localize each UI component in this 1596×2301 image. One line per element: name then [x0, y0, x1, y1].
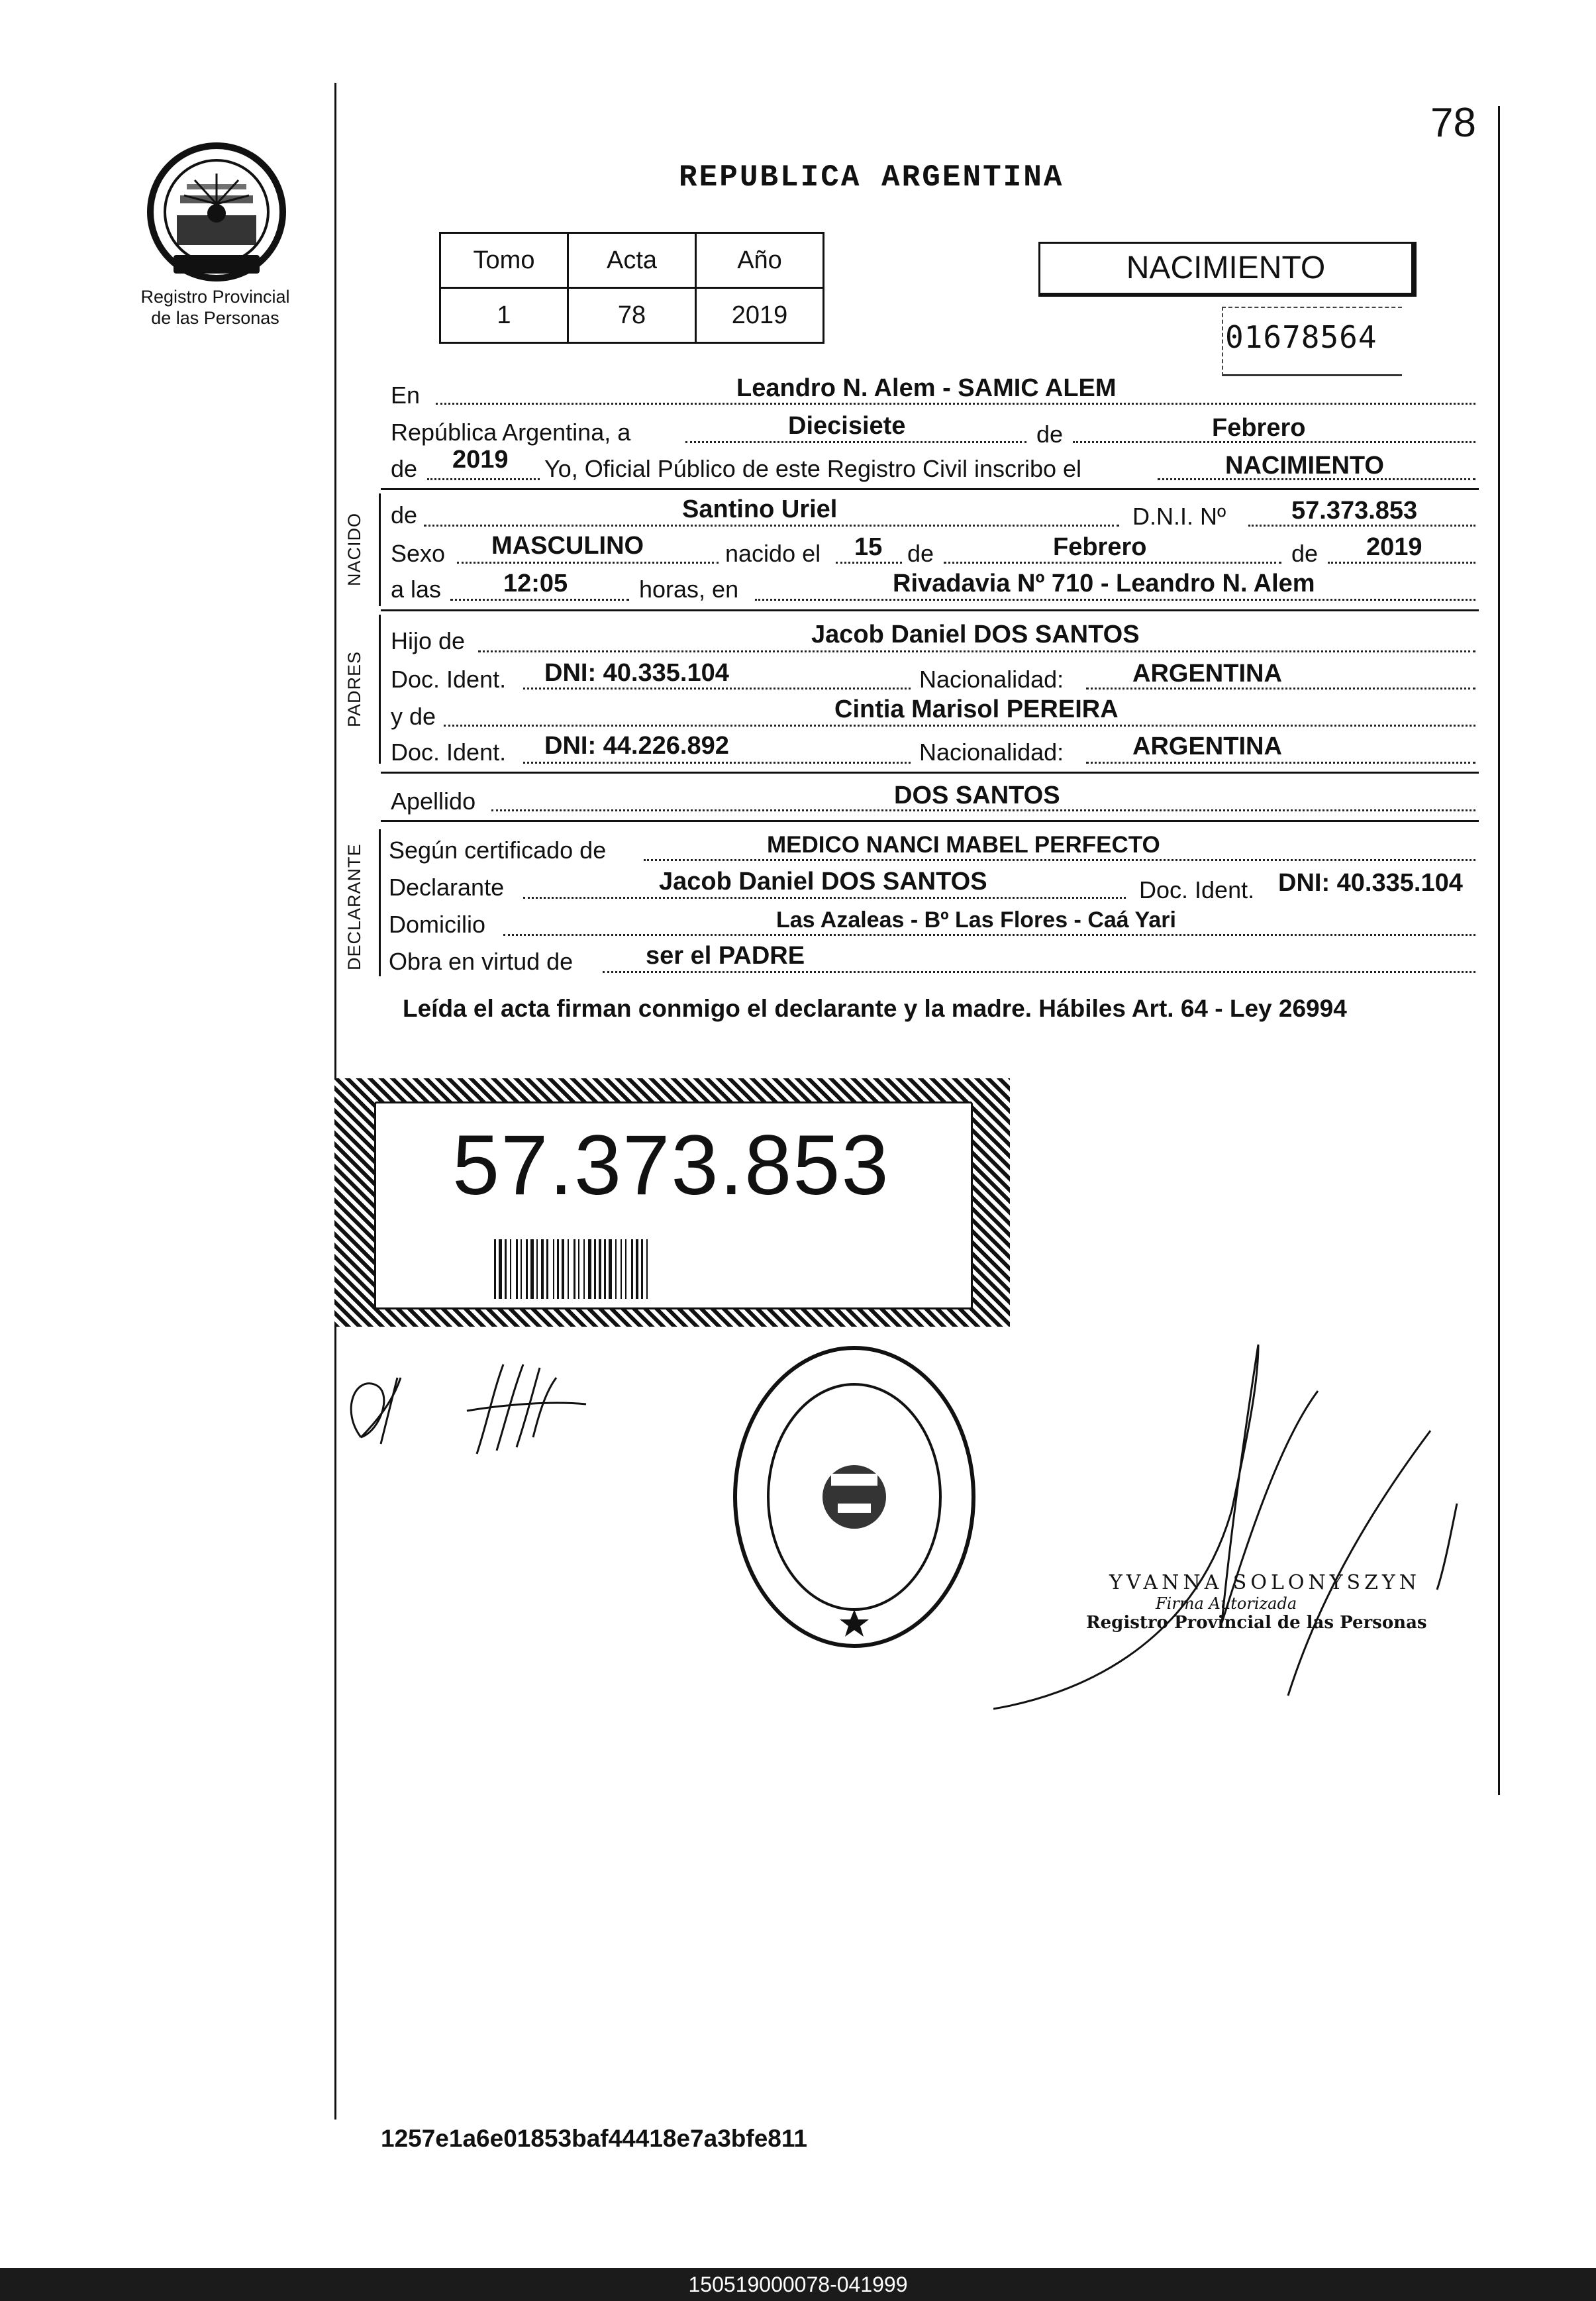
barcode-bar [574, 1239, 575, 1299]
label-certificado: Según certificado de [389, 837, 607, 864]
mother-doc-value: DNI: 44.226.892 [544, 732, 729, 760]
dotted-line [944, 562, 1281, 564]
official-name: YVANNA SOLONYSZYN [1109, 1571, 1421, 1594]
barcode-bar [536, 1239, 538, 1299]
barcode-bar [636, 1239, 638, 1299]
label-mother-doc: Doc. Ident. [391, 739, 507, 766]
official-signature [993, 1338, 1497, 1735]
value-ano: 2019 [696, 288, 824, 343]
label-nacido-el: nacido el [725, 540, 821, 567]
dotted-line [478, 650, 1475, 652]
dotted-line [503, 934, 1475, 936]
label-hijo-de: Hijo de [391, 627, 466, 654]
section-label-nacido: NACIDO [344, 512, 364, 586]
barcode-bar [494, 1239, 496, 1299]
registry-caption-line1: Registro Provincial [140, 287, 290, 307]
value-tomo: 1 [440, 288, 568, 343]
barcode-bar [609, 1239, 612, 1299]
child-dni-value: 57.373.853 [1291, 497, 1418, 525]
label-father-nationality: Nacionalidad: [919, 666, 1064, 693]
barcode-bar [604, 1239, 606, 1299]
dotted-line [603, 971, 1475, 973]
barcode-bar [631, 1239, 633, 1299]
barcode-bar [568, 1239, 569, 1299]
obra-value: ser el PADRE [646, 942, 805, 970]
mother-nationality-value: ARGENTINA [1132, 733, 1282, 760]
dotted-line [836, 562, 902, 564]
birth-year-value: 2019 [1366, 533, 1422, 561]
child-name-value: Santino Uriel [682, 495, 838, 523]
barcode-bar [641, 1239, 643, 1299]
id-label [334, 1078, 1010, 1327]
event-value: NACIMIENTO [1225, 452, 1384, 480]
barcode-bar [521, 1239, 522, 1299]
dotted-line [444, 725, 1475, 727]
padres-section-bar [379, 615, 381, 764]
day-words-value: Diecisiete [788, 412, 906, 440]
label-declarante-doc: Doc. Ident. [1139, 876, 1255, 903]
barcode-bar [588, 1239, 591, 1299]
label-declarante: Declarante [389, 874, 505, 901]
domicilio-value: Las Azaleas - Bº Las Flores - Caá Yari [776, 907, 1176, 933]
father-nationality-value: ARGENTINA [1132, 660, 1282, 688]
father-name-value: Jacob Daniel DOS SANTOS [811, 621, 1140, 648]
barcode-bar [530, 1239, 534, 1299]
label-sexo: Sexo [391, 540, 446, 567]
official-office: Registro Provincial de las Personas [1086, 1613, 1427, 1633]
delegation-seal [728, 1341, 980, 1653]
barcode-bar [594, 1239, 596, 1299]
barcode-bar [562, 1239, 564, 1299]
footer-code-bar [0, 2268, 1596, 2301]
barcode-bar [578, 1239, 579, 1299]
barcode-bar [541, 1239, 544, 1299]
record-table [439, 232, 824, 344]
dotted-line [1328, 562, 1475, 564]
month-value: Febrero [1212, 414, 1306, 442]
serial-number: 01678564 [1225, 319, 1377, 355]
label-apellido: Apellido [391, 788, 476, 815]
barcode-bar [557, 1239, 559, 1299]
barcode [494, 1239, 779, 1299]
label-mother-nationality: Nacionalidad: [919, 739, 1064, 766]
value-acta: 78 [568, 288, 696, 343]
footer-code: 150519000078-041999 [688, 2273, 908, 2296]
barcode-bar [526, 1239, 528, 1299]
barcode-bar [615, 1239, 617, 1299]
dotted-line [424, 525, 1119, 527]
sexo-value: MASCULINO [491, 532, 644, 560]
section-divider [381, 609, 1479, 611]
dotted-line [523, 897, 1126, 899]
barcode-bar [510, 1239, 511, 1299]
declarante-section-bar [379, 829, 381, 976]
official-role: Firma Autorizada [1156, 1594, 1297, 1613]
nacido-section-bar [379, 493, 381, 606]
time-value: 12:05 [503, 570, 568, 597]
section-divider [381, 772, 1479, 774]
label-de-name: de [391, 501, 418, 529]
label-horas: horas, en [639, 576, 739, 603]
page-number: 78 [1430, 100, 1476, 146]
barcode-bar [546, 1239, 548, 1299]
id-label-inner [374, 1101, 973, 1309]
label-father-doc: Doc. Ident. [391, 666, 507, 693]
header-ano: Año [696, 233, 824, 288]
header-acta: Acta [568, 233, 696, 288]
right-margin-line [1498, 106, 1500, 1795]
barcode-bar [499, 1239, 502, 1299]
barcode-bar [599, 1239, 601, 1299]
year-value: 2019 [452, 446, 509, 474]
dotted-line [523, 762, 911, 764]
dotted-line [1086, 762, 1475, 764]
label-dni: D.N.I. Nº [1132, 503, 1226, 530]
label-a-las: a las [391, 576, 442, 603]
barcode-bar [646, 1239, 648, 1299]
header-tomo: Tomo [440, 233, 568, 288]
declarante-signature [334, 1338, 613, 1464]
dotted-line [457, 562, 719, 564]
dotted-line [436, 403, 1475, 405]
registry-caption-line2: de las Personas [151, 308, 279, 328]
official-signature-block [1086, 1571, 1427, 1633]
label-de-year: de [391, 455, 418, 482]
birth-month-value: Febrero [1053, 533, 1147, 561]
label-de-month: de [907, 540, 934, 567]
birthplace-value: Rivadavia Nº 710 - Leandro N. Alem [893, 570, 1315, 597]
place-value: Leandro N. Alem - SAMIC ALEM [736, 374, 1117, 402]
dotted-line [427, 478, 540, 480]
certificado-value: MEDICO NANCI MABEL PERFECTO [767, 832, 1160, 858]
day-value: 15 [854, 533, 883, 561]
record-table-value-row [440, 288, 824, 343]
oficial-text: Yo, Oficial Público de este Registro Civil inscribo el [544, 455, 1082, 482]
declarante-doc-value: DNI: 40.335.104 [1278, 869, 1463, 897]
barcode-bar [625, 1239, 626, 1299]
label-domicilio: Domicilio [389, 911, 486, 938]
closing-note: Leída el acta firman conmigo el declarante y la madre. Hábiles Art. 64 - Ley 26994 [403, 995, 1347, 1022]
label-de: de [1036, 421, 1064, 448]
dotted-line [523, 688, 911, 690]
id-label-number: 57.373.853 [452, 1118, 890, 1213]
barcode-bar [621, 1239, 622, 1299]
label-y-de: y de [391, 703, 436, 730]
registry-seal-logo [140, 132, 293, 285]
declarante-value: Jacob Daniel DOS SANTOS [659, 868, 987, 895]
mother-name-value: Cintia Marisol PEREIRA [834, 695, 1119, 723]
label-de-year2: de [1291, 540, 1319, 567]
registry-caption [119, 286, 311, 329]
barcode-bar [516, 1239, 518, 1299]
label-en: En [391, 382, 421, 409]
label-republica: República Argentina, a [391, 419, 631, 446]
label-obra: Obra en virtud de [389, 948, 574, 975]
apellido-value: DOS SANTOS [894, 782, 1060, 809]
document-type-box: NACIMIENTO [1038, 242, 1417, 297]
section-divider [381, 488, 1479, 490]
dotted-line [755, 599, 1475, 601]
document-hash: 1257e1a6e01853baf44418e7a3bfe811 [381, 2125, 807, 2152]
section-label-declarante: DECLARANTE [344, 843, 364, 970]
barcode-bar [553, 1239, 554, 1299]
dotted-line [685, 441, 1026, 443]
dotted-line [644, 859, 1475, 861]
page-title: REPUBLICA ARGENTINA [679, 160, 1064, 195]
section-divider [381, 820, 1479, 822]
barcode-bar [583, 1239, 585, 1299]
dotted-line [450, 599, 629, 601]
record-table-header-row [440, 233, 824, 288]
barcode-bar [505, 1239, 507, 1299]
section-label-padres: PADRES [344, 650, 364, 727]
father-doc-value: DNI: 40.335.104 [544, 659, 729, 687]
